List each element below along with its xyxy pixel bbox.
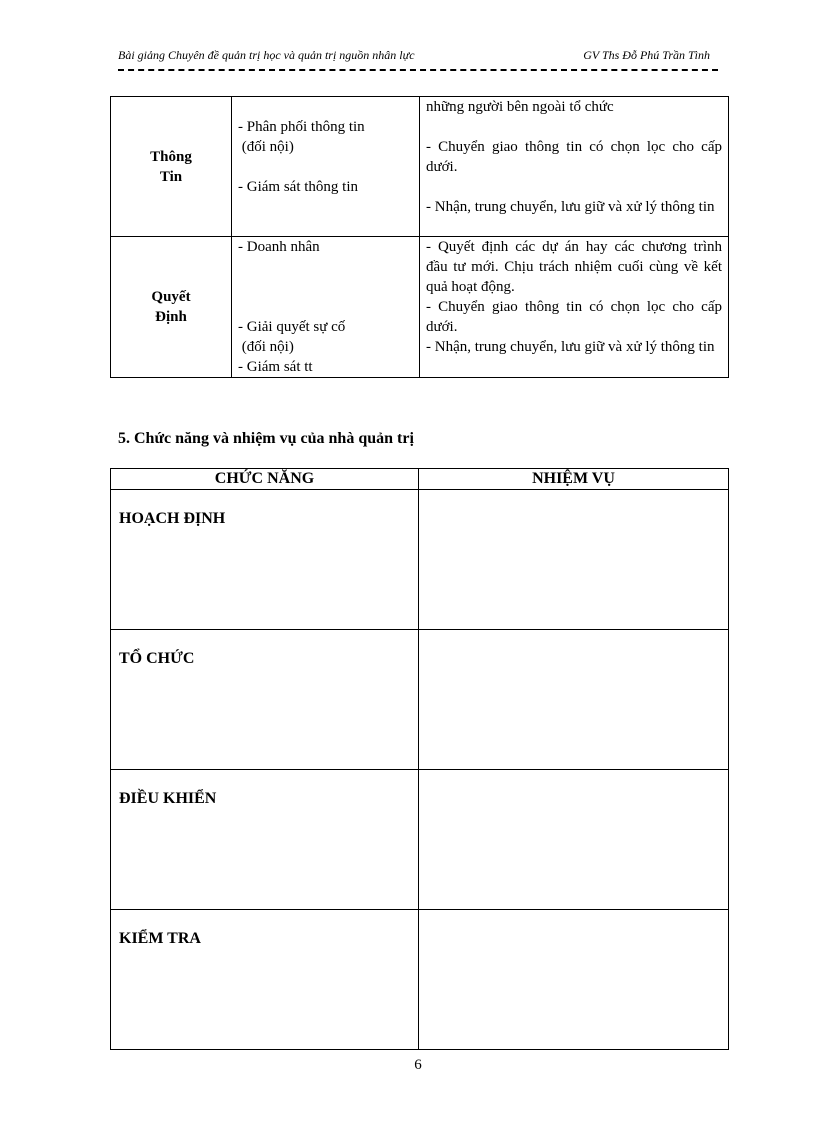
header-divider bbox=[118, 69, 718, 71]
task-item: - Quyết định các dự án hay các chương trình đầu tư mới. Chịu trách nhiệm cuối cùng về kết quả hoạt động. bbox=[426, 239, 730, 295]
table-header-row bbox=[111, 469, 729, 490]
skill-item: - Giám sát thông tin bbox=[238, 179, 358, 195]
role-name-line: Tin bbox=[159, 168, 183, 185]
skills-cell bbox=[232, 97, 420, 237]
role-name-line: Định bbox=[155, 309, 187, 325]
tasks-cell bbox=[420, 97, 729, 237]
role-cell bbox=[111, 97, 232, 237]
skill-item: (đối nội) bbox=[238, 139, 294, 155]
table-row bbox=[111, 910, 729, 1050]
skills-cell bbox=[232, 237, 420, 378]
manager-roles-table bbox=[110, 96, 729, 378]
functions-tasks-table bbox=[110, 468, 729, 1050]
tasks-cell bbox=[420, 237, 729, 378]
task-item: - Nhận, trung chuyển, lưu giữ và xử lý thông tin bbox=[426, 339, 715, 355]
task-item: - Chuyển giao thông tin có chọn lọc cho cấp dưới. bbox=[426, 299, 722, 335]
skill-item: - Doanh nhân bbox=[238, 239, 320, 255]
column-header-function: CHỨC NĂNG bbox=[111, 469, 419, 490]
role-name-line: Quyết bbox=[151, 289, 191, 305]
task-cell[interactable] bbox=[419, 630, 729, 770]
table-row bbox=[111, 237, 729, 378]
skill-item: - Giám sát tt bbox=[238, 359, 313, 375]
role-cell bbox=[111, 237, 232, 378]
skill-item: - Phân phối thông tin bbox=[238, 119, 365, 135]
task-item: những người bên ngoài tổ chức bbox=[426, 99, 614, 115]
task-cell[interactable] bbox=[419, 490, 729, 630]
task-cell[interactable] bbox=[419, 770, 729, 910]
function-cell: ĐIỀU KHIỂN bbox=[111, 770, 419, 910]
function-cell: HOẠCH ĐỊNH bbox=[111, 490, 419, 630]
section-title: 5. Chức năng và nhiệm vụ của nhà quản trị bbox=[118, 430, 414, 447]
table-row bbox=[111, 490, 729, 630]
page-header bbox=[118, 48, 718, 70]
table-row bbox=[111, 770, 729, 910]
column-header-task: NHIỆM VỤ bbox=[419, 469, 729, 490]
task-item: - Chuyển giao thông tin có chọn lọc cho cấp dưới. bbox=[426, 139, 722, 175]
function-cell: KIỂM TRA bbox=[111, 910, 419, 1050]
table-row bbox=[111, 97, 729, 237]
header-lecturer: GV Ths Đỗ Phú Trần Tình bbox=[583, 48, 710, 62]
skill-item: (đối nội) bbox=[238, 339, 294, 355]
header-course-title: Bài giảng Chuyên đề quản trị học và quản trị nguồn nhân lực bbox=[118, 48, 415, 62]
table-row bbox=[111, 630, 729, 770]
function-cell: TỔ CHỨC bbox=[111, 630, 419, 770]
role-name-line: Thông bbox=[150, 148, 192, 165]
task-cell[interactable] bbox=[419, 910, 729, 1050]
skill-item: - Giải quyết sự cố bbox=[238, 319, 346, 335]
task-item: - Nhận, trung chuyển, lưu giữ và xử lý thông tin bbox=[426, 199, 715, 215]
page-number: 6 bbox=[414, 1057, 422, 1073]
